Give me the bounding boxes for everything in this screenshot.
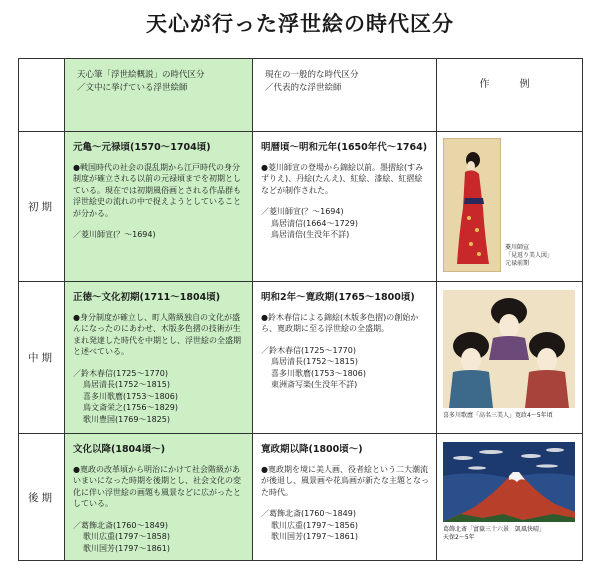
artist-name: ／葛飾北斎(1760～1849) (73, 520, 168, 530)
tenshin-era: 正徳～文化初期(1711～1804頃) (73, 292, 221, 303)
mikaeri-bijin-image (443, 138, 501, 272)
example-caption: 天保2～5年 (443, 534, 475, 541)
artist-name: 歌川広重(1797～1858) (83, 532, 170, 541)
current-cell (253, 282, 437, 434)
tenshin-cell (65, 132, 253, 282)
artist-name: 鳥居清長(1752～1815) (83, 380, 170, 389)
example-caption: 「見返り美人図」 (505, 252, 554, 259)
header-empty (19, 59, 65, 132)
current-era: 明暦頃～明和元年(1650年代～1764) (261, 142, 428, 153)
tenshin-desc: ●戦国時代の社会の混乱期から江戸時代の身分制度が確立される以前の元禄頃までを初期としている。現在では初期風俗画とされる作品群も浮世絵史の流れの中で捉えようとしていることが分かる。 (73, 162, 241, 218)
tenshin-cell (65, 282, 253, 434)
example-cell (437, 282, 583, 434)
header-current (253, 59, 437, 132)
artist-name: ／鈴木春信(1725～1770) (261, 345, 356, 355)
artist-name: 鳥居清信(1664～1729) (271, 218, 358, 228)
artist-name: 喜多川歌麿(1753～1806) (271, 368, 366, 378)
current-desc: ●寛政期を境に美人画、役者絵という二大潮流が後退し、風景画や花鳥画が新たな主題となった時代。 (261, 464, 429, 497)
period-row-early (19, 132, 583, 282)
header-row (19, 59, 583, 132)
period-row-middle (19, 282, 583, 434)
header-examples: 作 例 (437, 59, 583, 132)
period-label: 後期 (19, 434, 65, 561)
tenshin-desc: ●寛政の改革頃から明治にかけて社会階級があいまいになった時期を後期とし、社会文化の変化に伴い浮世絵の画題も風景などに広がったとしている。 (73, 464, 241, 508)
header-tenshin-line2: ／文中に挙げている浮世絵師 (77, 83, 188, 93)
artist-name: 鳥居清倍(生没年不詳) (271, 230, 350, 239)
page-title: 天心が行った浮世絵の時代区分 (146, 11, 454, 36)
header-current-line1: 現在の一般的な時代区分 (265, 70, 359, 80)
artist-name: 鳥文斎栄之(1756～1829) (83, 403, 178, 412)
period-label: 中期 (19, 282, 65, 434)
current-desc: ●菱川師宣の登場から錦絵以前。墨摺絵(すみずりえ)、丹絵(たんえ)、紅絵、漆絵、紅摺絵などが制作された。 (261, 162, 424, 195)
header-tenshin (65, 59, 253, 132)
header-tenshin-line1: 天心筆「浮世絵概説」の時代区分 (77, 70, 205, 80)
tenshin-cell (65, 434, 253, 561)
artist-name: ／鈴木春信(1725～1770) (73, 368, 168, 378)
current-era: 寛政期以降(1800頃～) (261, 444, 363, 455)
three-beauties-image (443, 290, 575, 408)
artist-name: 歌川豊国(1769～1825) (83, 414, 170, 424)
tenshin-desc: ●身分制度が確立し、町人階級独自の文化が盛んになったのにあわせ、木版多色摺の技術が生まれ発達した時代を中期とし、浮世絵の全盛期と述べている。 (73, 312, 241, 356)
period-label: 初期 (19, 132, 65, 282)
example-caption: 葛飾北斎「富嶽三十六景 凱風快晴」 (443, 526, 546, 533)
example-cell (437, 132, 583, 282)
header-current-line2: ／代表的な浮世絵師 (265, 83, 342, 93)
artist-name: 東洲斎写楽(生没年不詳) (271, 380, 358, 389)
example-caption: 菱川師宣 (505, 244, 530, 251)
tenshin-era: 元亀～元禄頃(1570～1704頃) (73, 142, 211, 153)
current-desc: ●鈴木春信による錦絵(木版多色摺)の創始から、寛政期に至る浮世絵の全盛期。 (261, 312, 419, 333)
current-cell (253, 132, 437, 282)
artist-name: 歌川国芳(1797～1861) (83, 543, 170, 553)
example-caption: 喜多川歌麿「高名三美人」寛政4～5年頃 (443, 412, 553, 419)
tenshin-era: 文化以降(1804頃～) (73, 444, 166, 455)
period-table (18, 58, 583, 561)
artist-name: ／菱川師宣(？～1694) (261, 207, 344, 216)
period-row-late (19, 434, 583, 561)
red-fuji-image (443, 442, 575, 522)
artist-name: 歌川国芳(1797～1861) (271, 532, 358, 541)
artist-name: 喜多川歌麿(1753～1806) (83, 391, 178, 401)
artist-name: 歌川広重(1797～1856) (271, 520, 358, 530)
example-cell (437, 434, 583, 561)
artist-name: 鳥居清長(1752～1815) (271, 357, 358, 366)
current-cell (253, 434, 437, 561)
example-caption: 元禄前期 (505, 260, 530, 267)
current-era: 明和2年～寛政期(1765～1800頃) (261, 292, 415, 303)
artist-name: ／葛飾北斎(1760～1849) (261, 509, 356, 518)
artist-name: ／菱川師宣(？～1694) (73, 230, 156, 239)
